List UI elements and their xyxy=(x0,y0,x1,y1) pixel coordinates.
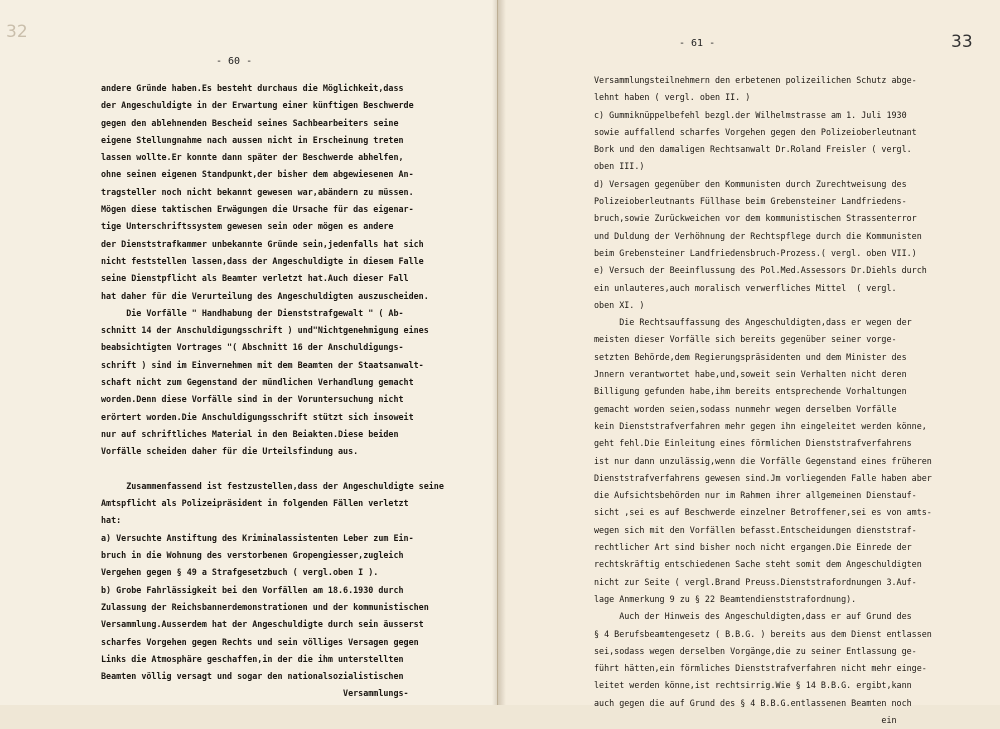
right-text-line: beim Grebensteiner Landfriedensbruch-Prozess.( vergl. oben VII.) xyxy=(594,247,917,258)
left-text-line: tige Unterschriftssystem gewesen sein oder mögen es andere xyxy=(101,221,394,232)
left-text-line: Versammlung.Ausserdem hat der Angeschuldigte durch sein äusserst xyxy=(101,619,424,630)
left-text-line: lassen wollte.Er konnte dann später der Beschwerde abhelfen, xyxy=(101,152,404,163)
left-text-line: ohne seinen eigenen Standpunkt,der bisher dem abgewiesenen An- xyxy=(101,169,414,180)
left-text-line xyxy=(101,461,444,478)
left-text-line: andere Gründe haben.Es besteht durchaus die Möglichkeit,dass xyxy=(101,83,404,93)
right-text-line: leitet werden könne,ist rechtsirrig.Wie § 14 B.B.G. ergibt,kann xyxy=(594,680,912,691)
right-text-line: meisten dieser Vorfälle sich bereits gegenüber seiner vorge- xyxy=(594,334,897,345)
page-gutter xyxy=(492,0,506,705)
left-text-line: seine Dienstpflicht als Beamter verletzt hat.Auch dieser Fall xyxy=(101,273,409,284)
right-text-line: c) Gummiknüppelbefehl bezgl.der Wilhelmstrasse am 1. Juli 1930 xyxy=(594,109,907,120)
left-text-line: worden.Denn diese Vorfälle sind in der Voruntersuchung nicht xyxy=(101,394,404,405)
left-text-line: gegen den ablehnenden Bescheid seines Sachbearbeiters seine xyxy=(101,117,399,128)
left-text-line: Vorfälle scheiden daher für die Urteilsfindung aus. xyxy=(101,446,359,457)
left-text-line: Amtspflicht als Polizeipräsident in folgenden Fällen verletzt xyxy=(101,498,409,509)
right-page-number: - 61 - xyxy=(679,38,716,49)
right-text-line: nicht zur Seite ( vergl.Brand Preuss.Dienststrafordnungen 3.Auf- xyxy=(594,576,917,587)
right-text-line: Bork und den damaligen Rechtsanwalt Dr.Roland Freisler ( vergl. xyxy=(594,144,912,155)
left-text-line: der Dienststrafkammer unbekannte Gründe sein,jedenfalls hat sich xyxy=(101,238,424,249)
right-text-line: bruch,sowie Zurückweichen vor dem kommunistischen Strassenterror xyxy=(594,213,917,224)
right-text-line: d) Versagen gegenüber den Kommunisten durch Zurechtweisung des xyxy=(594,178,907,189)
right-text-line: ein xyxy=(594,714,897,725)
left-text-line: eigene Stellungnahme nach aussen nicht in Erscheinung treten xyxy=(101,134,404,145)
right-text-line: lehnt haben ( vergl. oben II. ) xyxy=(594,92,751,103)
left-text-line: Zusammenfassend ist festzustellen,dass der Angeschuldigte seine xyxy=(101,480,444,491)
right-text-line: lage Anmerkung 9 zu § 22 Beamtendienststrafordnung). xyxy=(594,593,857,604)
left-text-line: Versammlungs- xyxy=(101,688,409,699)
right-text-line: rechtlicher Art sind bisher noch nicht ergangen.Die Einrede der xyxy=(594,542,912,553)
right-text-line: § 4 Berufsbeamtengesetz ( B.B.G. ) bereits aus dem Dienst entlassen xyxy=(594,628,932,639)
left-text-line: scharfes Vorgehen gegen Rechts und sein völliges Versagen gegen xyxy=(101,636,419,647)
left-text-line: Beamten völlig versagt und sogar den nationalsozialistischen xyxy=(101,671,404,682)
left-text-line: hat: xyxy=(101,515,122,526)
left-text-line: nicht feststellen lassen,dass der Angeschuldigte in diesem Falle xyxy=(101,255,424,266)
left-text-line: b) Grobe Fahrlässigkeit bei den Vorfällen am 18.6.1930 durch xyxy=(101,584,404,595)
right-text-line: sei,sodass wegen derselben Vorgänge,die zu seiner Entlassung ge- xyxy=(594,645,917,656)
right-text-line: führt hätten,ein förmliches Dienststrafverfahren nicht mehr einge- xyxy=(594,663,927,674)
left-text-line: beabsichtigten Vortrages "( Abschnitt 16 der Anschuldigungs- xyxy=(101,342,404,353)
right-text-line: oben III.) xyxy=(594,161,645,172)
left-text-line: hat daher für die Verurteilung des Angeschuldigten auszuscheiden. xyxy=(101,290,429,301)
left-text-line: Zulassung der Reichsbannerdemonstrationen und der kommunistischen xyxy=(101,601,429,612)
left-text-line: Vergehen gegen § 49 a Strafgesetzbuch ( vergl.oben I ). xyxy=(101,567,379,578)
right-text-line: ist nur dann unzulässig,wenn die Vorfälle Gegenstand eines früheren xyxy=(594,455,932,466)
left-text-line: schaft nicht zum Gegenstand der mündlichen Verhandlung gemacht xyxy=(101,377,414,388)
right-corner-number: 33 xyxy=(951,32,973,52)
right-text-line: oben XI. ) xyxy=(594,299,645,310)
left-text-line: erörtert worden.Die Anschuldigungsschrift stützt sich insoweit xyxy=(101,411,414,422)
right-text-line: die Aufsichtsbehörden nur im Rahmen ihrer allgemeinen Dienstauf- xyxy=(594,490,917,501)
right-text-line: auch gegen die auf Grund des § 4 B.B.G.entlassenen Beamten noch xyxy=(594,697,912,708)
left-text-line: Links die Atmosphäre geschaffen,in der die ihm unterstellten xyxy=(101,653,404,664)
right-text-line: setzten Behörde,dem Regierungspräsidenten und dem Minister des xyxy=(594,351,907,362)
left-text-line: schnitt 14 der Anschuldigungsschrift ) und"Nichtgenehmigung eines xyxy=(101,325,429,336)
right-text-line: sicht ,sei es auf Beschwerde einzelner Betroffener,sei es von amts- xyxy=(594,507,932,518)
right-text-line: Dienststrafverfahrens gewesen sind.Jm vorliegenden Falle haben aber xyxy=(594,472,932,483)
left-text-block xyxy=(101,80,444,703)
right-text-line: geht fehl.Die Einleitung eines förmlichen Dienststrafverfahrens xyxy=(594,438,912,449)
right-text-line: kein Dienststrafverfahren mehr gegen ihn eingeleitet werden könne, xyxy=(594,420,927,431)
left-text-line: Mögen diese taktischen Erwägungen die Ursache für das eigenar- xyxy=(101,204,414,215)
right-text-line: sowie auffallend scharfes Vorgehen gegen den Polizeioberleutnant xyxy=(594,126,917,137)
right-text-block xyxy=(594,72,932,729)
left-corner-number: 32 xyxy=(6,22,28,42)
left-text-line: nur auf schriftliches Material in den Beiakten.Diese beiden xyxy=(101,428,399,439)
right-text-line: Billigung gefunden habe,ihm bereits entsprechende Vorhaltungen xyxy=(594,386,907,397)
right-text-line: und Duldung der Verhöhnung der Rechtspflege durch die Kommunisten xyxy=(594,230,922,241)
right-text-line: e) Versuch der Beeinflussung des Pol.Med.Assessors Dr.Diehls durch xyxy=(594,265,927,276)
right-text-line: gemacht worden seien,sodass nunmehr wegen derselben Vorfälle xyxy=(594,403,897,414)
right-text-line: Versammlungsteilnehmern den erbetenen polizeilichen Schutz abge- xyxy=(594,75,917,85)
left-page-number: - 60 - xyxy=(216,56,253,67)
right-text-line: Jnnern verantwortet habe,und,soweit sein Verhalten nicht deren xyxy=(594,369,907,380)
right-text-line: wegen sich mit den Vorfällen befasst.Entscheidungen dienststraf- xyxy=(594,524,917,535)
right-text-line: Polizeioberleutnants Füllhase beim Grebensteiner Landfriedens- xyxy=(594,196,907,207)
left-text-line: a) Versuchte Anstiftung des Kriminalassistenten Leber zum Ein- xyxy=(101,532,414,543)
left-text-line: tragsteller noch nicht bekannt gewesen war,abändern zu müssen. xyxy=(101,186,414,197)
right-text-line: Die Rechtsauffassung des Angeschuldigten,dass er wegen der xyxy=(594,317,912,328)
left-text-line: Die Vorfälle " Handhabung der Dienststrafgewalt " ( Ab- xyxy=(101,307,404,318)
right-text-line: rechtskräftig entschiedenen Sache steht somit dem Angeschuldigten xyxy=(594,559,922,570)
left-text-line: bruch in die Wohnung des verstorbenen Gropengiesser,zugleich xyxy=(101,550,404,561)
right-text-line: Auch der Hinweis des Angeschuldigten,dass er auf Grund des xyxy=(594,611,912,622)
right-text-line: ein unlauteres,auch moralisch verwerfliches Mittel ( vergl. xyxy=(594,282,897,293)
left-text-line: der Angeschuldigte in der Erwartung einer künftigen Beschwerde xyxy=(101,100,414,111)
left-text-line: schrift ) sind im Einvernehmen mit dem Beamten der Staatsanwalt- xyxy=(101,359,424,370)
